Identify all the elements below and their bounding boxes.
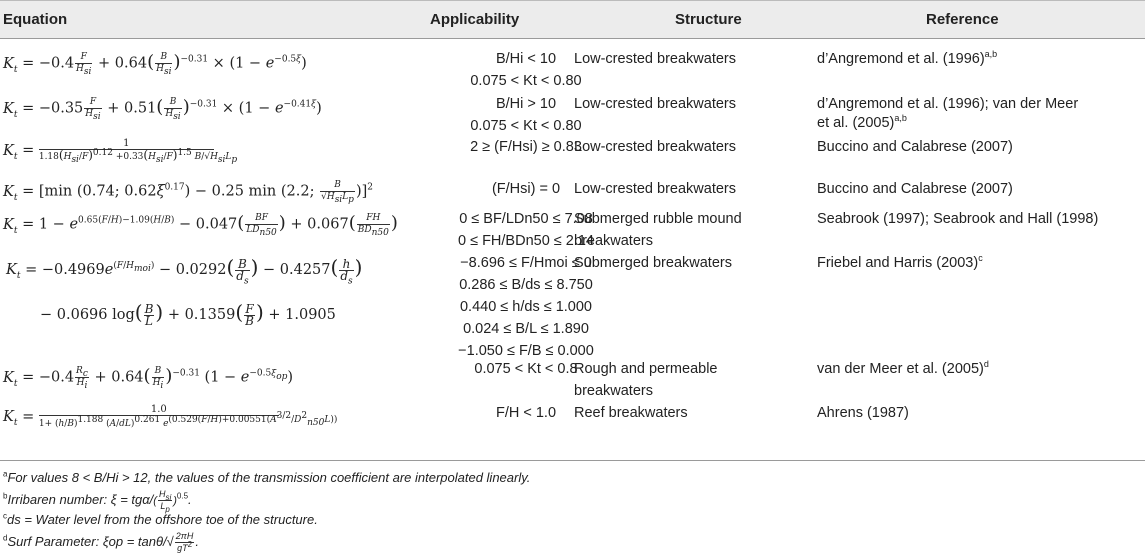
applicability-row-8: F/H < 1.0 [495, 405, 557, 421]
reference-row-3: Buccino and Calabrese (2007) [817, 139, 1013, 155]
structure-row-8: Reef breakwaters [574, 405, 688, 421]
applicability-row-7: 0.075 < Kt < 0.8 [474, 361, 578, 377]
equation-row-2: $K_t = -0.35$ $\frac{F}{H_{si}}$ + 0.51( $\frac{B}{H_{si}}$ )$^{-0.31} \times (1 - e^{-0.41\xi})$ [3, 96, 322, 122]
structure-row-4: Low-crested breakwaters [574, 181, 736, 197]
equation-row-6-line-2: − 0.0696 log( $\frac{B}{L}$ ) + 0.1359( $\frac{F}{B}$ ) + 1.0905 [40, 300, 336, 328]
equation-row-1: $K_t = -0.4$ $\frac{F}{H_{si}}$ + 0.64( $\frac{B}{H_{si}}$ )$^{-0.31} \times (1 - e^{-0.5\xi})$ [3, 51, 307, 77]
equation-row-5: $K_t = 1 - e^{0.65(F/H)-1.09(H/B)} - 0.047$( $\frac{BF}{LD_{n50}}$ ) + 0.067( $\frac{FH}{BD_{n50}}$ ) [3, 212, 398, 238]
footnote-a: $^a$For values 8 < B/Hi > 12, the values of the transmission coefficient are interpolated linearly. [3, 469, 531, 485]
equation-row-3: $K_t$ = 1 $1.18(H_{si}/F)^{0.12} +0.33(H_{si}/F)^{1.5}$ $B/√H_{si}L_p$ [3, 138, 238, 165]
equation-row-4: $K_t = [\min$ (0.74; $0.62\xi^{0.17}) - 0.25$ min (2.2; $\frac{B}{√H_{si}L_p}$ )]$^2$ [3, 180, 373, 205]
structure-row-3: Low-crested breakwaters [574, 139, 736, 155]
table-bottom-rule [0, 460, 1145, 461]
header-structure: Structure [675, 11, 742, 28]
footnote-d: $^d$Surf Parameter: ξop = tanθ/√ $\frac{2\pi H}{gT^2}$ . [3, 531, 199, 553]
structure-row-2: Low-crested breakwaters [574, 96, 736, 112]
structure-row-7: Rough and permeable breakwaters [574, 361, 718, 399]
structure-row-1: Low-crested breakwaters [574, 51, 736, 67]
reference-row-7: van der Meer et al. $(2005)^d$ [817, 359, 989, 377]
reference-row-2: d’Angremond et al. (1996); van der Meer et al. $(2005)^{a,b}$ [817, 96, 1079, 131]
equation-row-8: $K_t$ = $\frac{1.0}{1+ (h/B)^{1.188} (A/dL)^{0.261} e^{(0.529(F/H)+0.00551(A^{3/2}/D^2_{n50}L))}}$ [3, 404, 338, 429]
header-applicability: Applicability [430, 11, 520, 28]
structure-row-6: Submerged breakwaters [574, 255, 732, 271]
reference-row-4: Buccino and Calabrese (2007) [817, 181, 1013, 197]
footnote-c: $^c$ds = Water level from the offshore toe of the structure. [3, 511, 318, 527]
reference-row-5: Seabrook (1997); Seabrook and Hall (1998) [817, 211, 1099, 227]
header-equation: Equation [3, 11, 68, 28]
header-reference: Reference [926, 11, 999, 28]
equation-row-7: $K_t = -0.4$ $\frac{R_c}{H_i}$ + 0.64( $\frac{B}{H_i}$ )$^{-0.31}$ $(1 - e^{-0.5\xi_{op}})$ [3, 365, 294, 391]
reference-row-6: Friebel and Harris $(2003)^c$ [817, 253, 983, 271]
footnote-b: $^b$Irribaren number: ξ = tgα/( $\frac{H_{si}}{L_p}$ )$^{0.5}$. [3, 489, 192, 514]
reference-row-1: d’Angremond et al. $(1996)^{a,b}$ [817, 49, 998, 67]
applicability-row-2: B/Hi > 10 0.075 < Kt < 0.80 [470, 96, 582, 134]
applicability-row-6: −8.696 ≤ F/Hmoi ≤ 0 0.286 ≤ B/ds ≤ 8.750 0.440 ≤ h/ds ≤ 1.000 0.024 ≤ B/L ≤ 1.890 −1.050 ≤ F/B ≤ 0.000 [458, 255, 594, 359]
table-header-row [0, 0, 1145, 39]
applicability-row-3: 2 ≥ (F/Hsi) ≥ 0.83 [470, 139, 582, 155]
applicability-row-4: (F/Hsi) = 0 [491, 181, 561, 197]
reference-row-8: Ahrens (1987) [817, 405, 909, 421]
applicability-row-1: B/Hi < 10 0.075 < Kt < 0.80 [470, 51, 582, 89]
equation-row-6-line-1: $K_t = -0.4969e^{(F/H_{moi})} - 0.0292$( $\frac{B}{d_s}$ ) − 0.4257( $\frac{h}{d_s}$ ) [6, 255, 363, 286]
applicability-row-5: 0 ≤ BF/LDn50 ≤ 7.08 0 ≤ FH/BDn50 ≤ 2.14 [457, 211, 594, 249]
structure-row-5: Submerged rubble mound breakwaters [574, 211, 742, 249]
